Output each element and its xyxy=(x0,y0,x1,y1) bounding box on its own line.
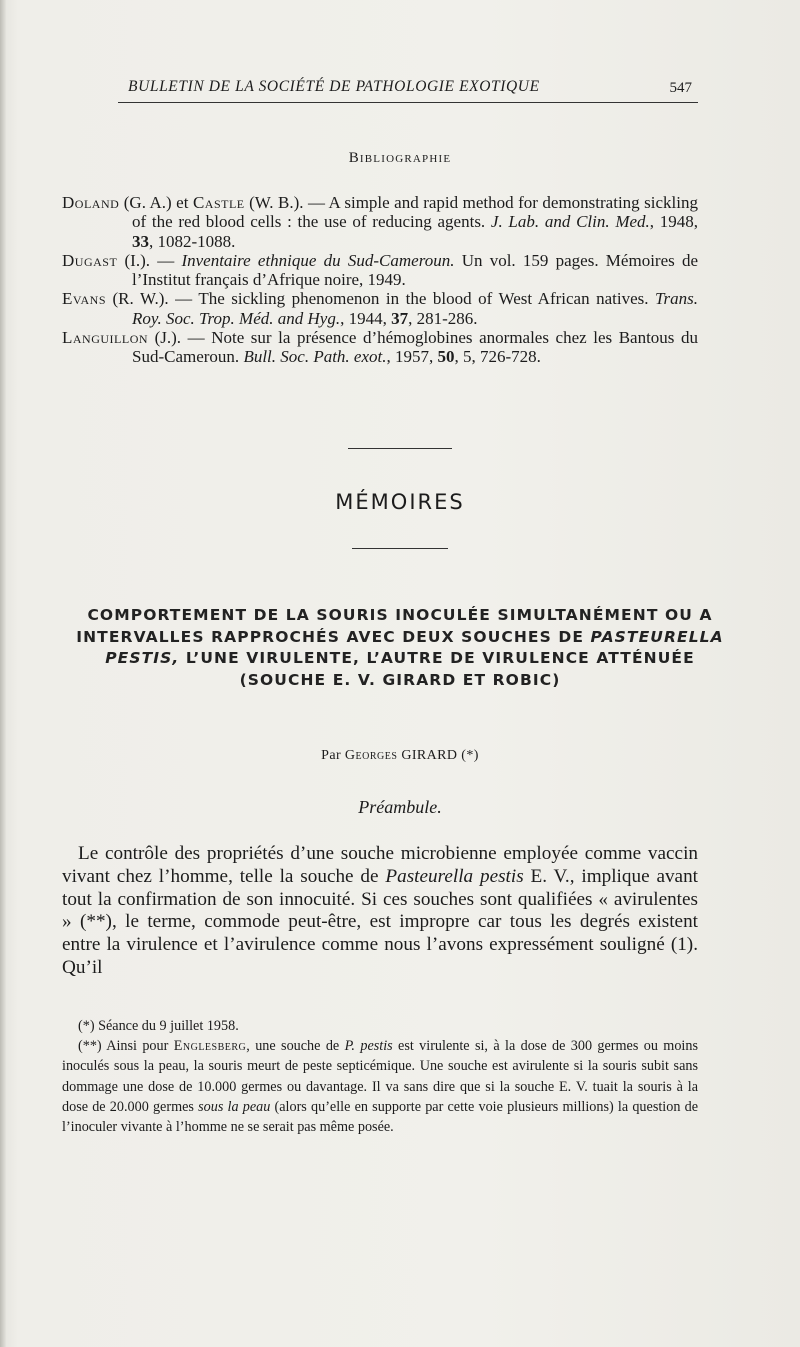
footnote-text: est virulente si, à la dose de 300 germes ou moins inoculés sous la peau, la souris meurt de peste septicémique. Une souche est avirulente si la souris subit sans dommage une dose de 10.000 germes ou davantage. Il va sans dire que si la souche E. V. tuait la souris à la dose de 20.000 germes xyxy=(62,1038,698,1115)
ref-text: , 1957, xyxy=(386,347,438,367)
ref-author: Dugast xyxy=(62,250,118,270)
author-last-name: GIRARD (*) xyxy=(397,748,479,763)
ref-volume: 33 xyxy=(132,231,149,251)
footnote-1: (*) Séance du 9 juillet 1958. xyxy=(78,1018,239,1034)
footnote-text: , une souche de xyxy=(246,1038,345,1055)
divider-rule xyxy=(348,448,452,449)
byline xyxy=(0,748,800,764)
ref-author: Castle xyxy=(192,193,245,212)
author-first-name: Georges xyxy=(344,748,398,763)
ref-text: (R. W.). — The sickling phenomenon in the blood of West African natives. xyxy=(106,289,655,309)
ref-volume: 37 xyxy=(391,308,409,328)
ref-text: , 5, 726-728. xyxy=(454,347,541,367)
bibliography-heading: Bibliographie xyxy=(348,150,452,166)
footnote-text: (**) Ainsi pour xyxy=(78,1038,174,1055)
ref-journal: Bull. Soc. Path. exot. xyxy=(243,347,387,367)
page-number: 547 xyxy=(669,80,692,96)
ref-text: (W. B.). — A simple and rapid method for demonstrating sickling of the red blood cells : the use of reducing agents. xyxy=(132,193,698,232)
ref-text: (I.). — xyxy=(117,250,182,270)
ref-text: (G. A.) et xyxy=(119,193,193,212)
ref-volume: 50 xyxy=(437,347,455,367)
running-title: BULLETIN DE LA SOCIÉTÉ DE PATHOLOGIE EXOTIQUE xyxy=(128,78,540,95)
page-spine-shadow xyxy=(0,0,6,1347)
ref-title: Inventaire ethnique du Sud-Cameroun. xyxy=(181,250,455,270)
byline-prefix: Par xyxy=(321,748,345,763)
divider-rule xyxy=(352,548,448,549)
article-title-text: L’UNE VIRULENTE, L’AUTRE DE VIRULENCE ATTÉNUÉE (SOUCHE E. V. GIRARD ET ROBIC) xyxy=(179,649,695,689)
ref-author: Evans xyxy=(62,289,107,309)
section-title: MÉMOIRES xyxy=(335,490,465,514)
body-italic: Pasteurella pestis xyxy=(385,865,524,887)
ref-author: Languillon xyxy=(62,328,149,348)
ref-text: , 1082-1088. xyxy=(149,231,236,251)
reference-evans xyxy=(62,289,698,328)
footnote-author: Englesberg xyxy=(173,1038,247,1055)
reference-doland xyxy=(62,193,698,251)
ref-text: Un vol. 159 pages. Mémoires de l’Institut français d’Afrique noire, 1949. xyxy=(132,250,699,290)
body-paragraph xyxy=(62,843,698,980)
body-text: Le contrôle des propriétés d’une souche microbienne employée comme vaccin vivant chez l’homme, telle la souche de xyxy=(62,843,698,887)
ref-text: (J.). — Note sur la présence d’hémoglobines anormales chez les Bantous du Sud-Cameroun. xyxy=(132,328,698,367)
article-title-italic: PASTEURELLA PESTIS, xyxy=(105,627,724,667)
footnote-italic: P. pestis xyxy=(344,1038,393,1055)
footnote-italic: sous la peau xyxy=(198,1098,271,1115)
reference-languillon xyxy=(62,328,698,367)
ref-journal: J. Lab. and Clin. Med. xyxy=(490,212,650,232)
body-text: E. V., implique avant tout la confirmation de son innocuité. Si ces souches sont qualifiées « avirulentes » (**), le terme, commode peut-être, est impropre car tous les degrés existent entre la virulence et l’avirulence comme nous l’avons expressément souligné (1). Qu’il xyxy=(62,865,698,978)
article-title-text: COMPORTEMENT DE LA SOURIS INOCULÉE SIMULTANÉMENT OU A INTERVALLES RAPPROCHÉS AVEC DEUX SOUCHES DE xyxy=(76,606,713,646)
article-title xyxy=(62,605,738,691)
footnotes xyxy=(62,1016,698,1137)
subheading-preamble: Préambule. xyxy=(358,797,442,817)
ref-journal: Trans. Roy. Soc. Trop. Méd. and Hyg. xyxy=(132,289,698,328)
page-header xyxy=(118,76,698,103)
ref-text: , 281-286. xyxy=(408,308,478,328)
ref-text: , 1944, xyxy=(340,308,392,328)
ref-text: , 1948, xyxy=(649,212,699,232)
footnote-text: (alors qu’elle en supporte par cette voie plusieurs millions) la question de l’inoculer vivante à l’homme ne se serait pas même posée. xyxy=(62,1098,698,1136)
ref-author: Doland xyxy=(62,193,120,212)
footnote-2 xyxy=(62,1036,698,1137)
bibliography-list xyxy=(62,193,698,367)
reference-dugast xyxy=(62,251,698,290)
